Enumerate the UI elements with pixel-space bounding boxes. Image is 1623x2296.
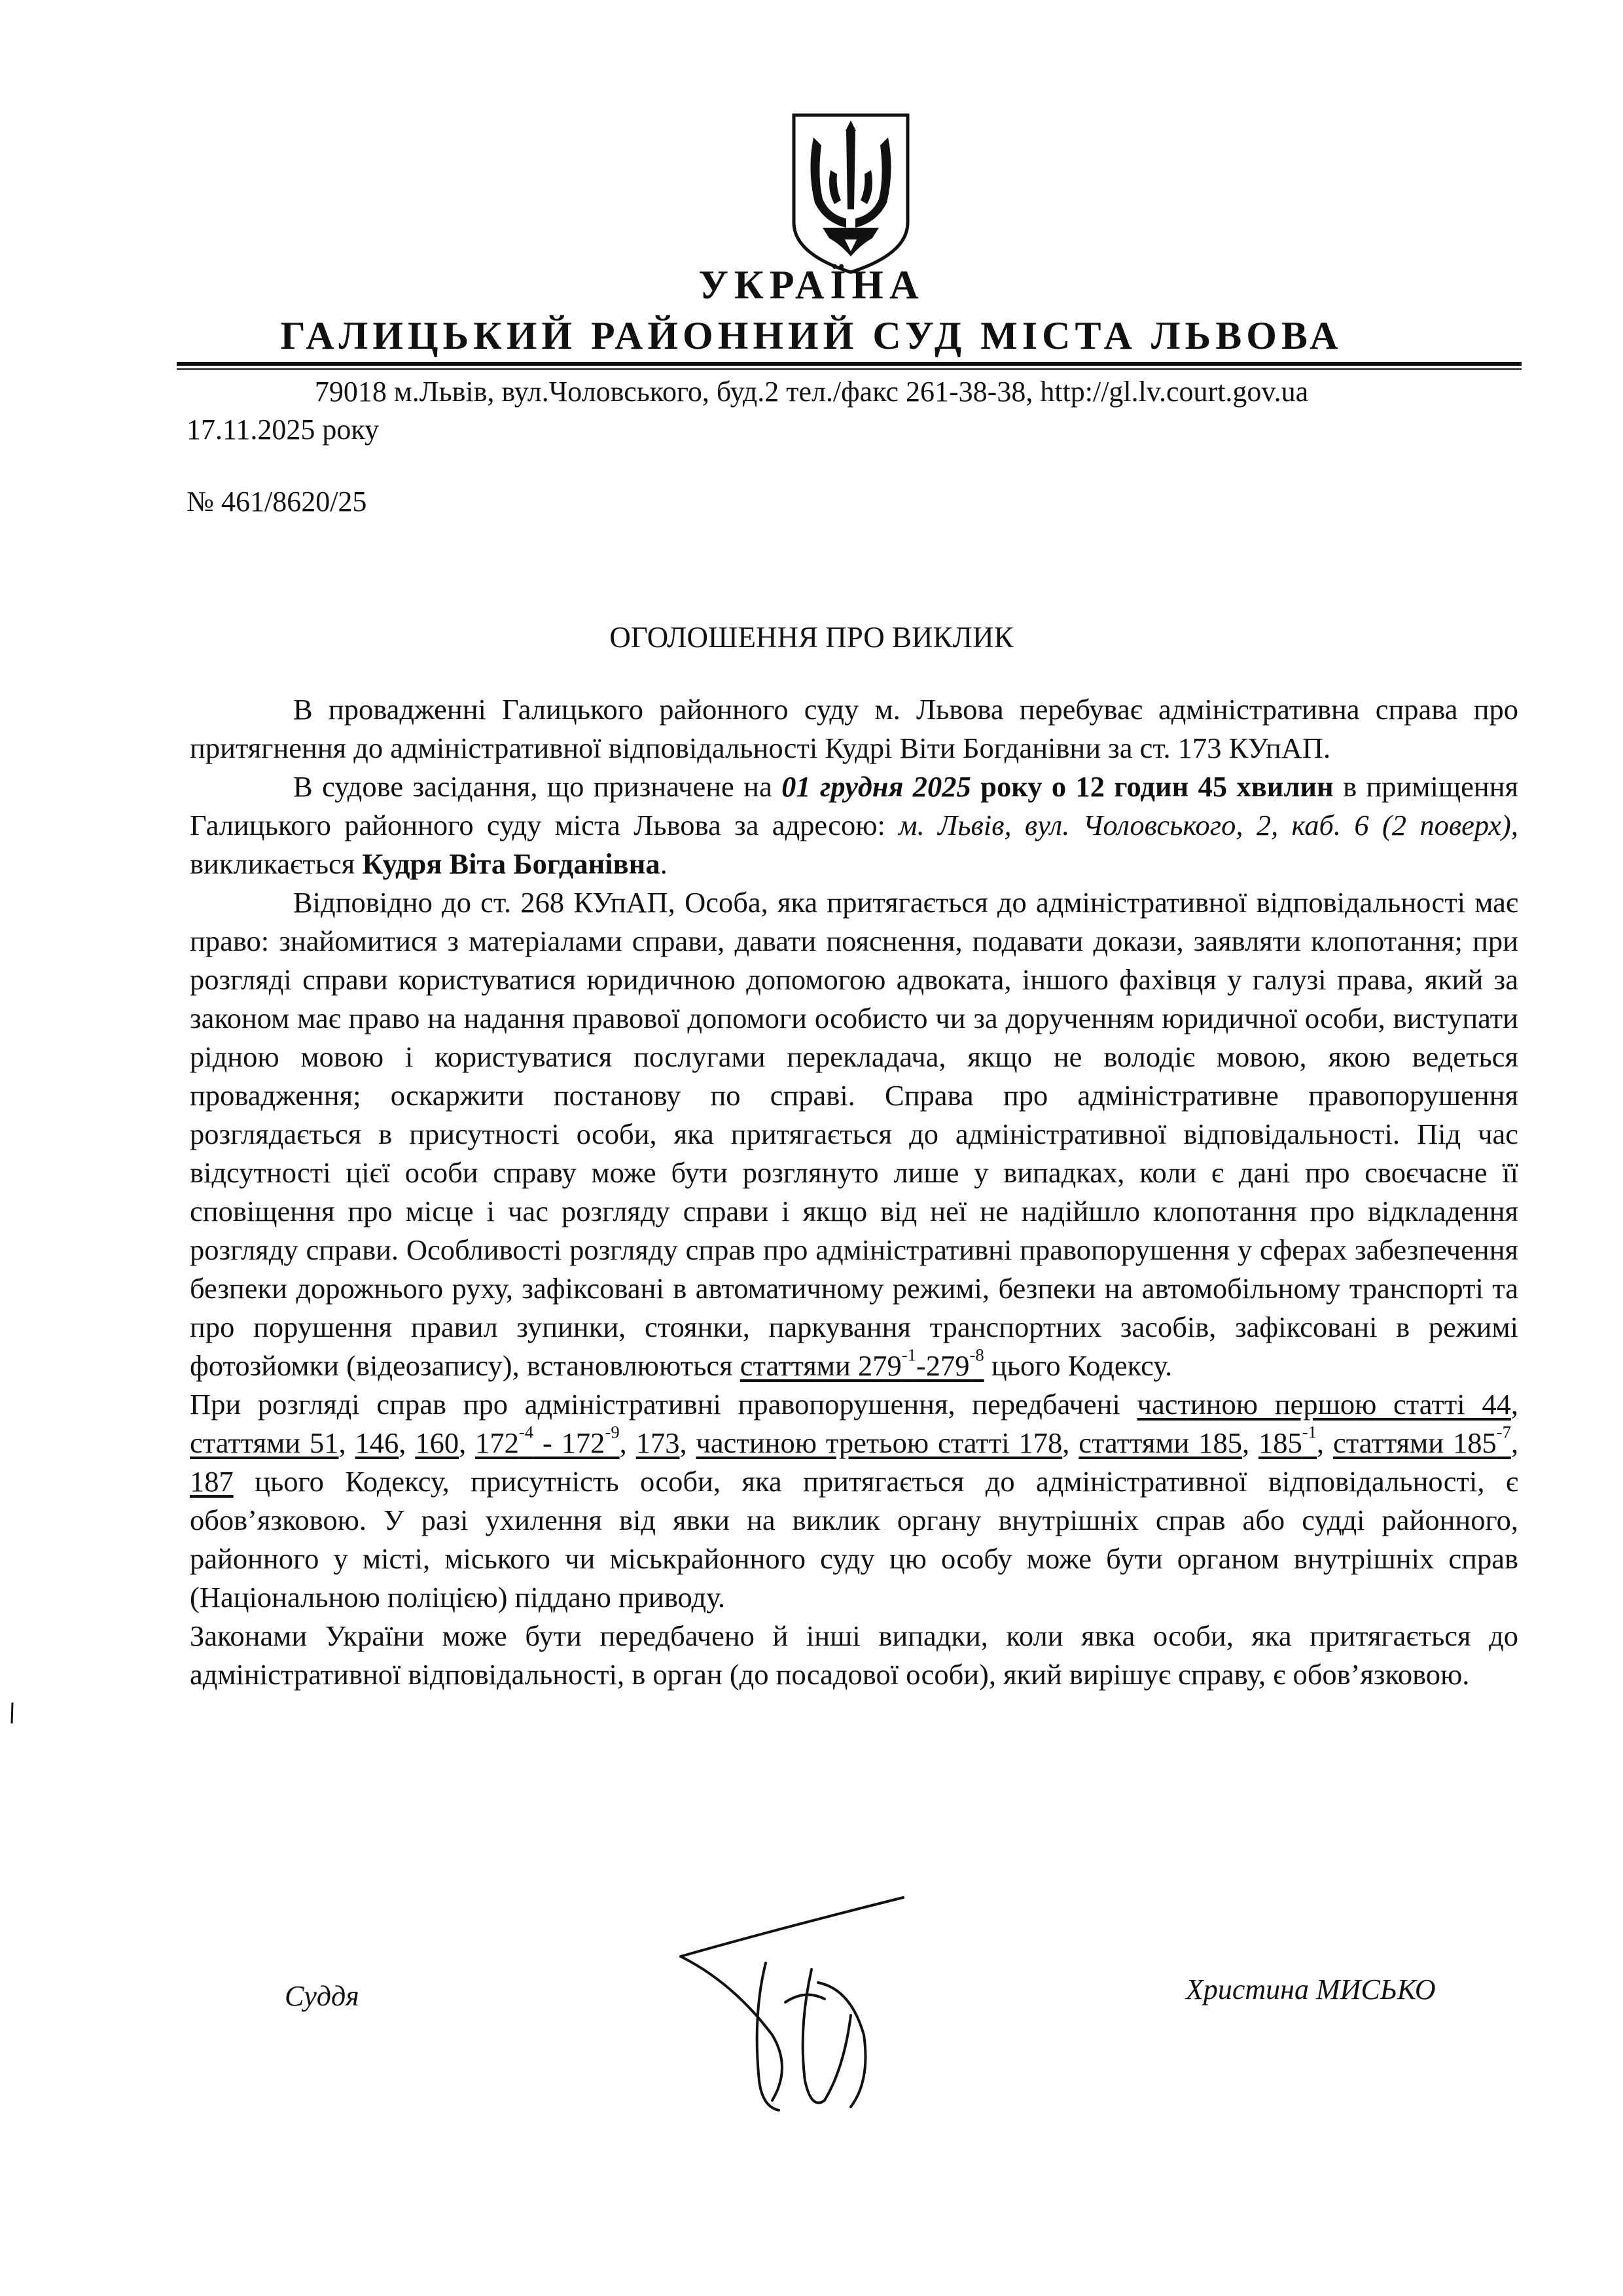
hearing-date: 01 грудня 2025 — [781, 770, 971, 803]
law-link-51[interactable]: статтями 51 — [190, 1426, 339, 1459]
law-link-185-1[interactable]: $185^{-1}$ — [1258, 1422, 1317, 1459]
judge-name: Христина МИСЬКО — [1186, 1973, 1436, 2005]
hearing-time: року о 12 годин 45 хвилин — [971, 770, 1334, 803]
law-link-178[interactable]: частиною третьою статті 178 — [696, 1426, 1063, 1459]
paragraph-rights — [190, 883, 1518, 1385]
law-link-172[interactable]: $172^{-4} - 172^{-9}$ — [475, 1422, 620, 1459]
law-link-279[interactable]: статтями $279^{-1}-279^{-8}$ — [740, 1345, 984, 1382]
handwritten-signature — [654, 1884, 929, 2127]
hearing-text-3: , викликається — [190, 809, 1518, 880]
document-body — [190, 690, 1518, 1694]
header-divider — [177, 362, 1522, 366]
hearing-text-2: в приміщення Галицького районного суду міста Львова за адресою: — [190, 770, 1518, 841]
rights-text-end: цього Кодексу. — [984, 1349, 1173, 1382]
law-link-160[interactable]: 160 — [415, 1426, 459, 1459]
law-link-44[interactable]: частиною першою статті 44 — [1137, 1388, 1511, 1421]
paragraph-case-info: В провадженні Галицького районного суду м. Львова перебуває адміністративна справа про притягнення до адміністративної відповідальності Кудрі Віти Богданівни за ст. 173 КУпАП. — [190, 693, 1518, 764]
paragraph-other-cases: Законами України може бути передбачено й інші випадки, коли явка особи, яка притягається до адміністративної відповідальності, в орган (до посадової особи), який вирішує справу, є обов’язковою. — [190, 1619, 1518, 1691]
judge-title: Суддя — [285, 1980, 359, 2012]
paragraph-hearing — [190, 768, 1518, 883]
law-link-146[interactable]: 146 — [355, 1426, 399, 1459]
court-name: ГАЛИЦЬКИЙ РАЙОННИЙ СУД МІСТА ЛЬВОВА — [280, 314, 1343, 357]
law-link-187[interactable]: 187 — [190, 1465, 234, 1498]
hearing-text-4: . — [660, 847, 668, 880]
header-divider-thin — [177, 368, 1522, 370]
summoned-person: Кудря Віта Богданівна — [362, 847, 660, 880]
rights-text: Відповідно до ст. 268 КУпАП, Особа, яка притягається до адміністративної відповідальності має право: знайомитися з матеріалами справи, давати пояснення, подавати докази, заявляти клопотання; при розгляді справи користуватися юридичною допомогою адвоката, іншого фахівця у галузі права, який за законом має право на надання правової допомоги особисто чи за дорученням юридичної особи, виступати рідною мовою і користуватися послугами перекладача, якщо не володіє мовою, якою ведеться провадження; оскаржити постанову по справі. Справа про адміністративне правопорушення розглядається в присутності особи, яка притягається до адміністративної відповідальності. Під час відсутності цієї особи справу може бути розглянуто лише у випадках, коли є дані про своєчасне її сповіщення про місце і час розгляду справи і якщо від неї не надійшло клопотання про відкладення розгляду справи. Особливості розгляду справ про адміністративні правопорушення у сферах забезпечення безпеки дорожнього руху, зафіксовані в автоматичному режимі, безпеки на автомобільному транспорті та про порушення правил зупинки, стоянки, паркування транспортних засобів, зафіксовані в режимі фотозйомки (відеозапису), встановлюються — [190, 886, 1518, 1382]
law-link-185[interactable]: статтями 185 — [1079, 1426, 1242, 1459]
document-title: ОГОЛОШЕННЯ ПРО ВИКЛИК — [609, 621, 1014, 654]
case-number: № 461/8620/25 — [187, 486, 367, 518]
margin-mark — [8, 1701, 17, 1725]
law-link-185-7[interactable]: статтями $185^{-7}$ — [1333, 1422, 1512, 1459]
hearing-text-1: В судове засідання, що призначене на — [293, 770, 782, 803]
trident-coat-of-arms-icon — [789, 111, 913, 275]
hearing-address: м. Львів, вул. Чоловського, 2, каб. 6 (2 поверх) — [899, 809, 1511, 841]
document-date: 17.11.2025 року — [187, 414, 380, 446]
country-name: УКРАЇНА — [698, 263, 925, 308]
paragraph-mandatory-presence: При розгляді справ про адміністративні правопорушення, передбачені частиною першою статті 44, статтями 51, 146, 160, $172^{-4} - 172^{-9}$, 173, частиною третьою статті 178, статтями 185, $185^{-1}$, статтями $185^{-7}$, 187 цього Кодексу, присутність особи, яка притягається до адміністративної відповідальності, є обов’язковою. У разі ухилення від явки на виклик органу внутрішніх справ або судді районного, районного у місті, міського чи міськрайонного суду цю особу може бути органом внутрішніх справ (Національною поліцією) піддано приводу. — [190, 1388, 1519, 1614]
law-link-173[interactable]: 173 — [635, 1426, 680, 1459]
court-address: 79018 м.Львів, вул.Чоловського, буд.2 тел./факс 261-38-38, http://gl.lv.court.gov.ua — [314, 376, 1309, 408]
